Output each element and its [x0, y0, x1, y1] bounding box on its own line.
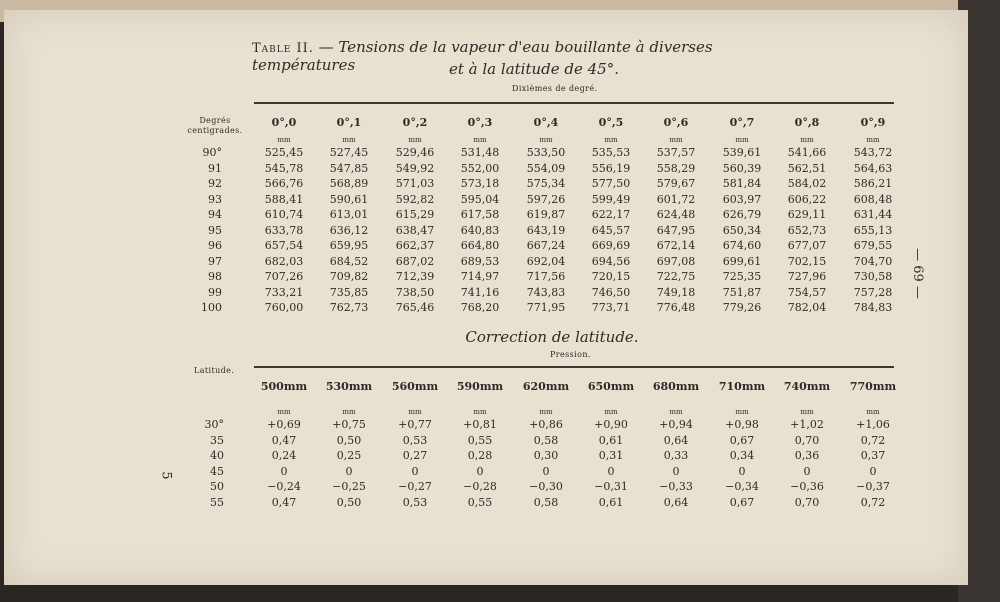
table1-cell: 687,02: [395, 254, 435, 268]
table2-row-latitude: 40: [210, 449, 224, 462]
table1-cell: 697,08: [656, 254, 696, 268]
table1-cell: 543,72: [853, 146, 893, 159]
table1-cell: 704,70: [853, 254, 893, 268]
table2-super-header: Pression.: [550, 350, 591, 359]
table2-cell: +0,75: [332, 418, 366, 431]
table2-cell: −0,34: [725, 480, 759, 493]
table2-cell: 0,37: [860, 449, 886, 462]
table2-cell: 0,72: [860, 495, 886, 509]
table1-cell: 606,22: [787, 192, 827, 206]
table1-row-degree: 100: [201, 301, 222, 314]
document-page: [4, 10, 968, 585]
table2-cell: 0: [542, 464, 550, 478]
table2-unit: mm: [800, 408, 814, 416]
table2-unit: mm: [342, 408, 356, 416]
table2-cell: 0,25: [336, 449, 362, 462]
table2-column-header: 680mm: [652, 380, 700, 393]
table1-cell: 577,50: [591, 177, 631, 190]
table1-cell: 525,45: [264, 146, 304, 159]
table2-cell: 0,50: [336, 433, 362, 447]
table1-cell: 692,04: [526, 254, 566, 268]
table1-cell: 667,24: [526, 239, 566, 252]
table2-column-header: 530mm: [325, 380, 373, 393]
table1-unit: mm: [473, 136, 487, 144]
table1-column-header: 0°,1: [336, 116, 362, 129]
table1-column-header: 0°,3: [467, 116, 493, 129]
table2-cell: −0,28: [463, 480, 497, 493]
table2-cell: 0,61: [598, 495, 624, 509]
table2-cell: −0,25: [332, 480, 366, 493]
table2-cell: 0: [869, 464, 877, 478]
table1-cell: 588,41: [264, 192, 304, 206]
table1-cell: 556,19: [591, 161, 631, 175]
table1-cell: 529,46: [395, 146, 435, 159]
table1-cell: 702,15: [787, 254, 827, 268]
table2-cell: 0,70: [794, 495, 820, 509]
table2-cell: +1,06: [856, 418, 890, 431]
table1-cell: 738,50: [395, 285, 435, 299]
table2-cell: 0,36: [794, 449, 820, 462]
table2-cell: +0,94: [659, 418, 693, 431]
table1-row-degree: 99: [208, 285, 222, 299]
table2-cell: 0,33: [663, 449, 689, 462]
table1-cell: 714,97: [460, 270, 500, 283]
table1-cell: 647,95: [656, 223, 696, 237]
table1-cell: 712,39: [395, 270, 435, 283]
table2-cell: +0,98: [725, 418, 759, 431]
table2-cell: 0,67: [729, 495, 755, 509]
table1-cell: 677,07: [787, 239, 827, 252]
table1-row-degree: 98: [208, 270, 222, 283]
table1-cell: 757,28: [853, 285, 893, 299]
table1-cell: 735,85: [329, 285, 369, 299]
table1-cell: 751,87: [722, 285, 762, 299]
table1-brace: [254, 102, 894, 104]
table2-cell: +0,69: [267, 418, 301, 431]
table1-cell: 754,57: [787, 285, 827, 299]
table2-cell: 0,55: [467, 433, 493, 447]
table1-cell: 664,80: [460, 239, 500, 252]
table2-cell: −0,27: [398, 480, 432, 493]
table2-unit: mm: [473, 408, 487, 416]
title-line-2: et à la latitude de 45°.: [449, 60, 619, 78]
table2-cell: 0,55: [467, 495, 493, 509]
table1-column-header: 0°,8: [794, 116, 820, 129]
table2-cell: 0,58: [533, 433, 559, 447]
margin-mark: 5: [158, 471, 174, 480]
table1-cell: 537,57: [656, 146, 696, 159]
table1-cell: 626,79: [722, 208, 762, 221]
table2-column-header: 590mm: [456, 380, 504, 393]
table2-row-latitude: 35: [210, 433, 224, 447]
table1-cell: 631,44: [853, 208, 893, 221]
table1-cell: 613,01: [329, 208, 369, 221]
table1-cell: 725,35: [722, 270, 762, 283]
table1-cell: 730,58: [853, 270, 893, 283]
table2-cell: 0,28: [467, 449, 493, 462]
table1-cell: 779,26: [722, 301, 762, 314]
table2-column-header: 770mm: [849, 380, 897, 393]
table1-cell: 760,00: [264, 301, 304, 314]
table2-cell: +0,86: [529, 418, 563, 431]
table2-cell: −0,31: [594, 480, 628, 493]
table1-cell: 707,26: [264, 270, 304, 283]
table2-column-header: 710mm: [718, 380, 766, 393]
table1-cell: 720,15: [591, 270, 631, 283]
table1-cell: 595,04: [460, 192, 500, 206]
table1-unit: mm: [735, 136, 749, 144]
table1-cell: 554,09: [526, 161, 566, 175]
table1-row-degree: 96: [208, 239, 222, 252]
table2-cell: +0,81: [463, 418, 497, 431]
table2-column-header: 620mm: [522, 380, 570, 393]
table2-cell: 0: [803, 464, 811, 478]
table2-row-latitude: 45: [210, 464, 224, 478]
table1-super-header: Dixièmes de degré.: [512, 84, 598, 93]
table1-cell: 741,16: [460, 285, 500, 299]
table2-unit: mm: [277, 408, 291, 416]
table1-cell: 535,53: [591, 146, 631, 159]
table1-cell: 545,78: [264, 161, 304, 175]
table1-cell: 601,72: [656, 192, 696, 206]
table1-cell: 743,83: [526, 285, 566, 299]
table1-cell: 722,75: [656, 270, 696, 283]
table1-cell: 709,82: [329, 270, 369, 283]
table1-cell: 586,21: [853, 177, 893, 190]
table1-column-header: 0°,5: [598, 116, 624, 129]
table1-cell: 782,04: [787, 301, 827, 314]
table1-cell: 629,11: [787, 208, 827, 221]
table2-cell: 0,64: [663, 495, 689, 509]
table2-cell: 0,34: [729, 449, 755, 462]
table1-column-header: 0°,9: [860, 116, 886, 129]
table2-unit: mm: [408, 408, 422, 416]
table2-row-latitude: 55: [210, 495, 224, 509]
table1-cell: 560,39: [722, 161, 762, 175]
table1-cell: 564,63: [853, 161, 893, 175]
table2-cell: 0,53: [402, 495, 428, 509]
table1-cell: 568,89: [329, 177, 369, 190]
table-label: Table II.: [252, 41, 314, 56]
table1-cell: 619,87: [526, 208, 566, 221]
table2-unit: mm: [604, 408, 618, 416]
table1-cell: 608,48: [853, 192, 893, 206]
table1-cell: 650,34: [722, 223, 762, 237]
table2-cell: 0,50: [336, 495, 362, 509]
table1-cell: 552,00: [460, 161, 500, 175]
table2-cell: 0,70: [794, 433, 820, 447]
table1-cell: 527,45: [329, 146, 369, 159]
table1-cell: 638,47: [395, 223, 435, 237]
table1-cell: 633,78: [264, 223, 304, 237]
table2-unit: mm: [539, 408, 553, 416]
table1-unit: mm: [669, 136, 683, 144]
table1-cell: 669,69: [591, 239, 631, 252]
table1-cell: 768,20: [460, 301, 500, 314]
table2-row-header: Latitude.: [194, 366, 235, 375]
table1-cell: 657,54: [264, 239, 304, 252]
table2-cell: 0: [411, 464, 419, 478]
table1-cell: 566,76: [264, 177, 304, 190]
table1-cell: 592,82: [395, 192, 435, 206]
table1-row-degree: 91: [208, 161, 222, 175]
table1-cell: 749,18: [656, 285, 696, 299]
table2-cell: 0,31: [598, 449, 624, 462]
page-number: — 69 —: [909, 248, 925, 299]
table1-column-header: 0°,2: [402, 116, 428, 129]
table2-row-latitude: 50: [210, 480, 224, 493]
table1-cell: 652,73: [787, 223, 827, 237]
table1-cell: 684,52: [329, 254, 369, 268]
table1-row-degree: 94: [208, 208, 222, 221]
table2-cell: 0,72: [860, 433, 886, 447]
table1-cell: 662,37: [395, 239, 435, 252]
table1-cell: 584,02: [787, 177, 827, 190]
table1-cell: 727,96: [787, 270, 827, 283]
table1-cell: 689,53: [460, 254, 500, 268]
table1-cell: 575,34: [526, 177, 566, 190]
table2-row-latitude: 30°: [204, 418, 224, 431]
table2-cell: −0,33: [659, 480, 693, 493]
table1-row-degree: 90°: [202, 146, 222, 159]
table2-cell: 0,24: [271, 449, 297, 462]
table2-unit: mm: [866, 408, 880, 416]
table1-unit: mm: [539, 136, 553, 144]
table1-column-header: 0°,6: [663, 116, 689, 129]
table1-cell: 624,48: [656, 208, 696, 221]
table1-unit: mm: [342, 136, 356, 144]
table2-cell: +1,02: [790, 418, 824, 431]
table1-cell: 784,83: [853, 301, 893, 314]
table2-column-header: 650mm: [587, 380, 635, 393]
table1-column-header: 0°,4: [533, 116, 559, 129]
table2-cell: 0: [345, 464, 353, 478]
table2-cell: 0,67: [729, 433, 755, 447]
table2-cell: 0: [738, 464, 746, 478]
table1-cell: 679,55: [853, 239, 893, 252]
table1-cell: 717,56: [526, 270, 566, 283]
table1-unit: mm: [800, 136, 814, 144]
table2-unit: mm: [669, 408, 683, 416]
table1-cell: 615,29: [395, 208, 435, 221]
table1-cell: 581,84: [722, 177, 762, 190]
title-line-1: — Tensions de la vapeur d'eau bouillante à diverses températures: [252, 38, 713, 74]
table1-cell: 549,92: [395, 161, 435, 175]
table1-cell: 672,14: [656, 239, 696, 252]
table1-cell: 762,73: [329, 301, 369, 314]
table1-row-degree: 95: [208, 223, 222, 237]
table1-cell: 571,03: [395, 177, 435, 190]
table2-cell: 0,47: [271, 433, 297, 447]
table1-cell: 699,61: [722, 254, 762, 268]
table2-cell: −0,24: [267, 480, 301, 493]
table2-cell: 0: [672, 464, 680, 478]
table2-cell: 0,58: [533, 495, 559, 509]
table1-row-degree: 93: [208, 192, 222, 206]
table1-cell: 771,95: [526, 301, 566, 314]
table1-unit: mm: [604, 136, 618, 144]
table1-cell: 776,48: [656, 301, 696, 314]
table1-cell: 539,61: [722, 146, 762, 159]
table2-cell: 0,47: [271, 495, 297, 509]
table1-cell: 579,67: [656, 177, 696, 190]
table2-cell: 0,27: [402, 449, 428, 462]
table1-cell: 655,13: [853, 223, 893, 237]
table1-cell: 597,26: [526, 192, 566, 206]
table1-cell: 558,29: [656, 161, 696, 175]
table1-cell: 590,61: [329, 192, 369, 206]
table1-cell: 765,46: [395, 301, 435, 314]
table1-column-header: 0°,0: [271, 116, 297, 129]
table1-cell: 617,58: [460, 208, 500, 221]
table2-brace: [254, 366, 894, 368]
table1-unit: mm: [277, 136, 291, 144]
table2-unit: mm: [735, 408, 749, 416]
table1-cell: 645,57: [591, 223, 631, 237]
table2-cell: 0,64: [663, 433, 689, 447]
table1-cell: 533,50: [526, 146, 566, 159]
table1-row-header: Degrés centigrades.: [187, 116, 243, 135]
table2-cell: 0,30: [533, 449, 559, 462]
table1-unit: mm: [866, 136, 880, 144]
table2-column-header: 560mm: [391, 380, 439, 393]
table2-cell: 0: [280, 464, 288, 478]
table2-column-header: 500mm: [260, 380, 308, 393]
table2-cell: 0: [476, 464, 484, 478]
table1-cell: 773,71: [591, 301, 631, 314]
table2-cell: 0,53: [402, 433, 428, 447]
table1-cell: 562,51: [787, 161, 827, 175]
table1-cell: 599,49: [591, 192, 631, 206]
table1-cell: 643,19: [526, 223, 566, 237]
table1-cell: 640,83: [460, 223, 500, 237]
table1-row-degree: 97: [208, 254, 222, 268]
table1-column-header: 0°,7: [729, 116, 755, 129]
table1-row-degree: 92: [208, 177, 222, 190]
correction-subtitle: Correction de latitude.: [465, 328, 639, 346]
table2-cell: −0,30: [529, 480, 563, 493]
table2-cell: +0,90: [594, 418, 628, 431]
table1-cell: 622,17: [591, 208, 631, 221]
table1-cell: 603,97: [722, 192, 762, 206]
table1-unit: mm: [408, 136, 422, 144]
table1-cell: 541,66: [787, 146, 827, 159]
table2-column-header: 740mm: [783, 380, 831, 393]
table2-cell: −0,37: [856, 480, 890, 493]
table1-cell: 733,21: [264, 285, 304, 299]
table2-cell: 0: [607, 464, 615, 478]
table2-cell: −0,36: [790, 480, 824, 493]
table2-cell: 0,61: [598, 433, 624, 447]
table1-cell: 610,74: [264, 208, 304, 221]
table1-cell: 636,12: [329, 223, 369, 237]
table1-cell: 682,03: [264, 254, 304, 268]
table1-cell: 674,60: [722, 239, 762, 252]
table1-cell: 659,95: [329, 239, 369, 252]
table1-cell: 746,50: [591, 285, 631, 299]
table1-cell: 531,48: [460, 146, 500, 159]
table1-cell: 573,18: [460, 177, 500, 190]
table1-cell: 547,85: [329, 161, 369, 175]
table2-cell: +0,77: [398, 418, 432, 431]
table1-cell: 694,56: [591, 254, 631, 268]
